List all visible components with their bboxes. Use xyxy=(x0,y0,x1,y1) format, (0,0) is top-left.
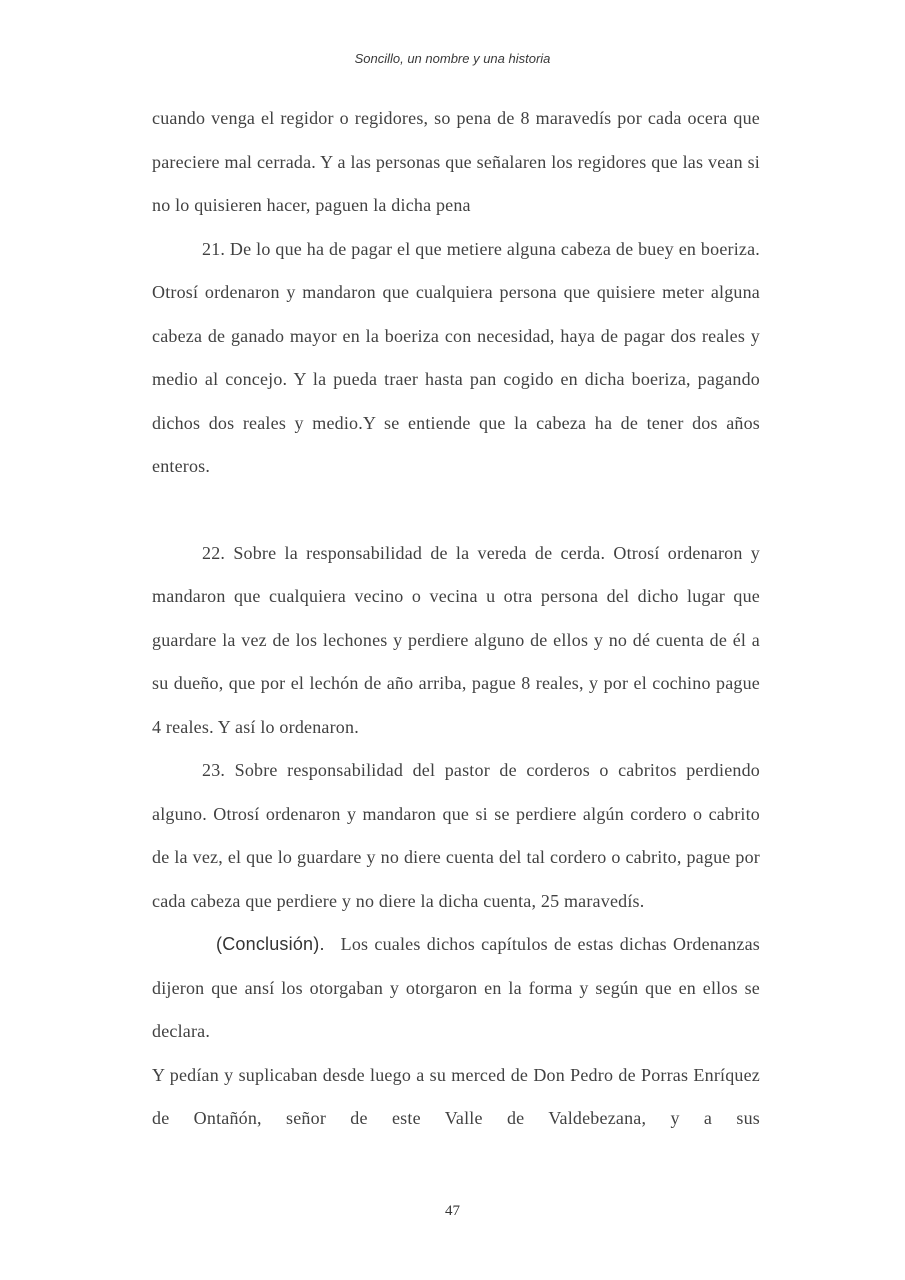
conclusion-label: (Conclusión). xyxy=(216,934,325,954)
paragraph-intro: cuando venga el regidor o regidores, so pena de 8 maravedís por cada ocera que pareciere mal cerrada. Y a las personas que señalaren los regidores que las vean si no lo quisieren hacer, paguen la dicha pena xyxy=(152,108,760,215)
page-number: 47 xyxy=(445,1203,460,1219)
paragraph-item-21: 21. De lo que ha de pagar el que metiere alguna cabeza de buey en boeriza. Otrosí ordenaron y mandaron que cualquiera persona que quisiere meter alguna cabeza de ganado mayor en la boeriza con necesidad, haya de pagar dos reales y medio al concejo. Y la pueda traer hasta pan cogido en dicha boeriza, pagando dichos dos reales y medio.Y se entiende que la cabeza ha de tener dos años enteros. xyxy=(152,238,760,476)
paragraph-closing: Y pedían y suplicaban desde luego a su merced de Don Pedro de Porras Enríquez de Ontañón, señor de este Valle de Valdebezana, y a sus xyxy=(152,1064,760,1128)
page-body xyxy=(152,97,760,1141)
running-header: Soncillo, un nombre y una historia xyxy=(354,51,551,66)
paragraph-item-23: 23. Sobre responsabilidad del pastor de corderos o cabritos perdiendo alguno. Otrosí ordenaron y mandaron que si se perdiere algún cordero o cabrito de la vez, el que lo guardare y no diere cuenta del tal cordero o cabrito, pague por cada cabeza que perdiere y no diere la dicha cuenta, 25 maravedís. xyxy=(152,760,760,911)
conclusion-text: Los cuales dichos capítulos de estas dichas Ordenanzas dijeron que ansí los otorgaban y otorgaron en la forma y según que en ellos se declara. xyxy=(152,934,760,1041)
paragraph-conclusion xyxy=(152,923,760,1054)
paragraph-item-22: 22. Sobre la responsabilidad de la vereda de cerda. Otrosí ordenaron y mandaron que cualquiera vecino o vecina u otra persona del dicho lugar que guardare la vez de los lechones y perdiere alguno de ellos y no dé cuenta de él a su dueño, que por el lechón de año arriba, pague 8 reales, y por el cochino pague 4 reales. Y así lo ordenaron. xyxy=(152,542,760,737)
